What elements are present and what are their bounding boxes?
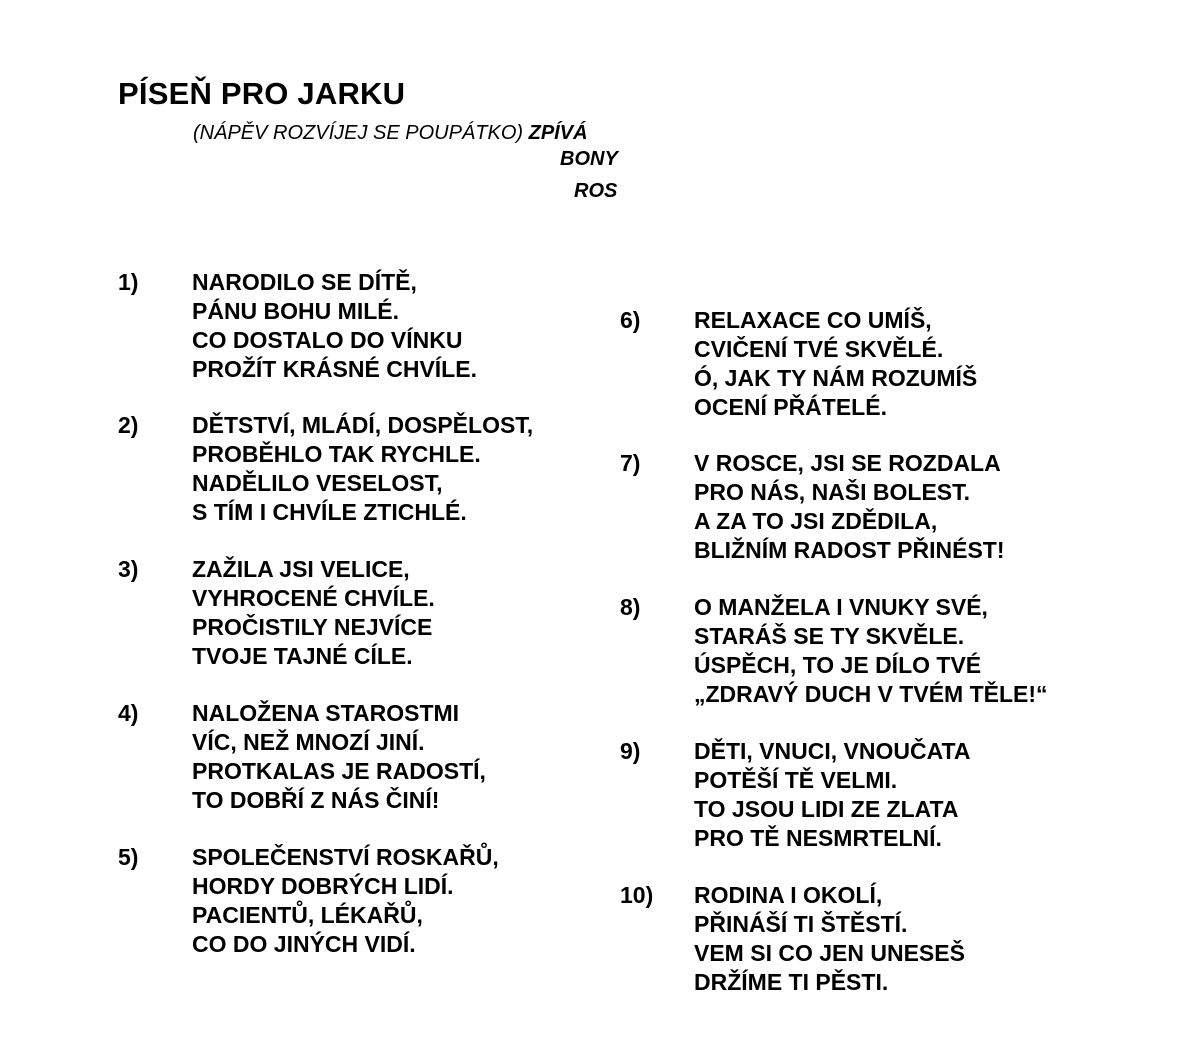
verse-line: „ZDRAVÝ DUCH V TVÉM TĚLE!“ bbox=[694, 681, 1048, 707]
verse-lines bbox=[694, 306, 977, 422]
verse-line: HORDY DOBRÝCH LIDÍ. bbox=[192, 873, 454, 899]
verse-line: BLIŽNÍM RADOST PŘINÉST! bbox=[694, 537, 1005, 563]
verse-line: CO DO JINÝCH VIDÍ. bbox=[192, 931, 416, 957]
verse-line: PROTKALAS JE RADOSTÍ, bbox=[192, 758, 486, 784]
verse-number: 6) bbox=[620, 307, 641, 333]
verse-lines bbox=[192, 843, 499, 959]
verse-line: O MANŽELA I VNUKY SVÉ, bbox=[694, 594, 988, 620]
verse-number: 2) bbox=[118, 412, 139, 438]
verse-number: 8) bbox=[620, 594, 641, 620]
verse-line: ÚSPĚCH, TO JE DÍLO TVÉ bbox=[694, 652, 982, 678]
verse-line: A ZA TO JSI ZDĚDILA, bbox=[694, 508, 938, 534]
verse-number: 9) bbox=[620, 738, 641, 764]
performer-credit: BONY bbox=[560, 148, 618, 170]
verse-line: PROBĚHLO TAK RYCHLE. bbox=[192, 441, 481, 467]
verse-line: Ó, JAK TY NÁM ROZUMÍŠ bbox=[694, 365, 978, 391]
verse-line: TVOJE TAJNÉ CÍLE. bbox=[192, 643, 413, 669]
verse-number: 7) bbox=[620, 450, 641, 476]
verse-line: POTĚŠÍ TĚ VELMI. bbox=[694, 767, 898, 793]
verse-lines bbox=[694, 881, 965, 997]
verse-lines bbox=[192, 699, 486, 815]
verse-line: VÍC, NEŽ MNOZÍ JINÍ. bbox=[192, 729, 425, 755]
verse-line: DRŽÍME TI PĚSTI. bbox=[694, 969, 889, 995]
performer-credit: ROS bbox=[574, 180, 618, 202]
verse-line: OCENÍ PŘÁTELÉ. bbox=[694, 394, 887, 420]
verse-lines bbox=[694, 449, 1005, 565]
verse-lines bbox=[192, 411, 533, 527]
verse-number: 4) bbox=[118, 700, 139, 726]
verse-line: VYHROCENÉ CHVÍLE. bbox=[192, 585, 435, 611]
verse-line: RODINA I OKOLÍ, bbox=[694, 882, 883, 908]
verse-line: CVIČENÍ TVÉ SKVĚLÉ. bbox=[694, 336, 944, 362]
verse-line: PROČISTILY NEJVÍCE bbox=[192, 614, 433, 640]
verse-lines bbox=[694, 593, 1048, 709]
verse-number: 3) bbox=[118, 556, 139, 582]
verse-line: S TÍM I CHVÍLE ZTICHLÉ. bbox=[192, 499, 467, 525]
verse-line: NALOŽENA STAROSTMI bbox=[192, 700, 460, 726]
verse-line: NARODILO SE DÍTĚ, bbox=[192, 269, 417, 295]
verse-line: PRO TĚ NESMRTELNÍ. bbox=[694, 825, 942, 851]
song-subtitle bbox=[193, 122, 588, 145]
verse-line: NADĚLILO VESELOST, bbox=[192, 470, 443, 496]
verse-line: SPOLEČENSTVÍ ROSKAŘŮ, bbox=[192, 844, 499, 870]
verse-lines bbox=[694, 737, 970, 853]
verse-line: RELAXACE CO UMÍŠ, bbox=[694, 307, 932, 333]
melody-note: (NÁPĚV ROZVÍJEJ SE POUPÁTKO) bbox=[193, 122, 524, 144]
verse-line: PACIENTŮ, LÉKAŘŮ, bbox=[192, 902, 423, 928]
verse-line: STARÁŠ SE TY SKVĚLE. bbox=[694, 623, 965, 649]
verse-line: PÁNU BOHU MILÉ. bbox=[192, 298, 399, 324]
verse-lines bbox=[192, 555, 435, 671]
verse-line: DĚTI, VNUCI, VNOUČATA bbox=[694, 738, 971, 764]
verse-lines bbox=[192, 268, 477, 384]
verse-line: TO JSOU LIDI ZE ZLATA bbox=[694, 796, 959, 822]
song-title: PÍSEŇ PRO JARKU bbox=[118, 76, 406, 111]
sings-label: ZPÍVÁ bbox=[528, 122, 588, 144]
verse-line: V ROSCE, JSI SE ROZDALA bbox=[694, 450, 1001, 476]
verse-number: 1) bbox=[118, 269, 139, 295]
verse-number: 10) bbox=[620, 882, 654, 908]
verse-line: PRO NÁS, NAŠI BOLEST. bbox=[694, 479, 971, 505]
verse-line: TO DOBŘÍ Z NÁS ČINÍ! bbox=[192, 787, 440, 813]
verse-line: VEM SI CO JEN UNESEŠ bbox=[694, 940, 965, 966]
verse-line: PROŽÍT KRÁSNÉ CHVÍLE. bbox=[192, 356, 477, 382]
verse-line: DĚTSTVÍ, MLÁDÍ, DOSPĚLOST, bbox=[192, 412, 534, 438]
verse-line: CO DOSTALO DO VÍNKU bbox=[192, 327, 463, 353]
verse-line: PŘINÁŠÍ TI ŠTĚSTÍ. bbox=[694, 911, 908, 937]
verse-line: ZAŽILA JSI VELICE, bbox=[192, 556, 410, 582]
verse-number: 5) bbox=[118, 844, 139, 870]
